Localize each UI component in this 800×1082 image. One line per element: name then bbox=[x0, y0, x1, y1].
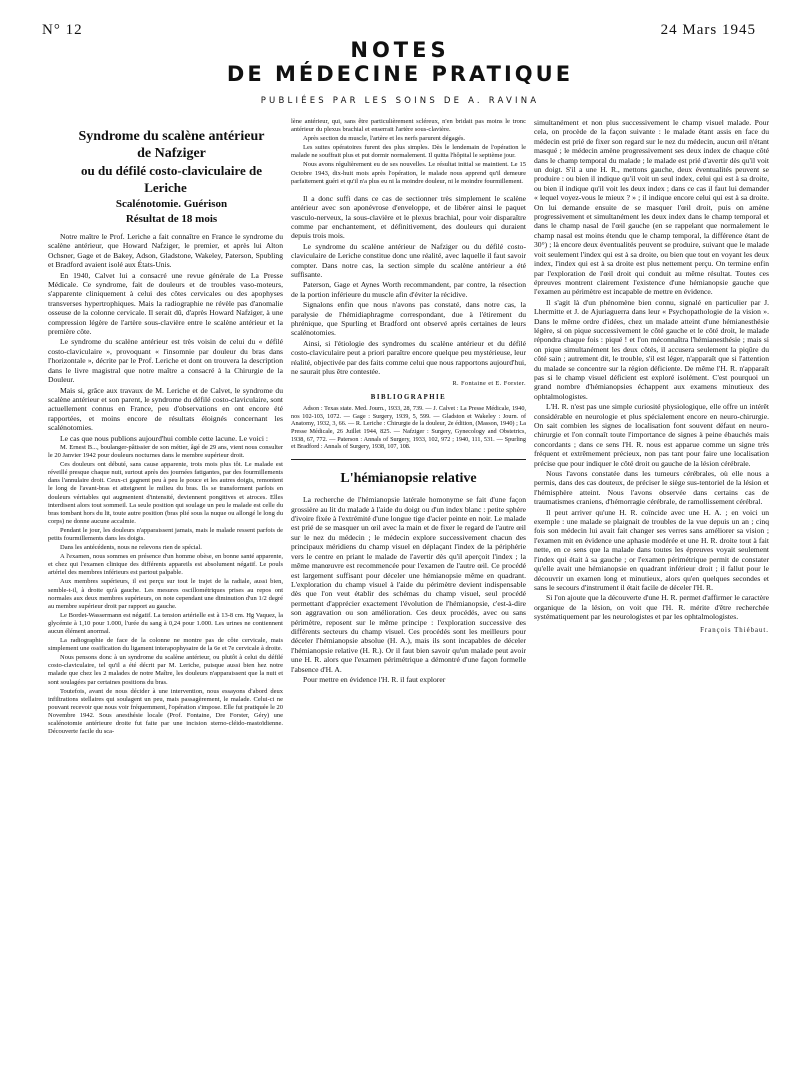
paragraph: Dans les antécédents, nous ne relevons rien de spécial. bbox=[60, 544, 202, 552]
paragraph: L'H. R. n'est pas une simple curiosité physiologique, elle offre un intérêt considérable en neurologie et plus spécialement encore en neuro-chirurgie. On sait combien les signes de localisation font souvent défaut en neuro-chirurgie et l'on connaît toute l'importance de signes à peine ébauchés mais concordants ; dans ce sens l'H. R. nous est apparue comme un signe très fréquent et extrêmement précieux, non pas tant pour faire une localisation précise que pour indiquer le côté droit ou gauche de la lésion cérébrale. bbox=[534, 402, 769, 468]
paragraph: Paterson, Gage et Aynes Worth recommandent, par contre, la résection de la portion inférieure du muscle afin d'éviter la récidive. bbox=[291, 280, 526, 299]
paragraph: Après section du muscle, l'artère et les nerfs parurent dégagés. bbox=[303, 135, 465, 143]
paragraph: Ainsi, si l'étiologie des syndromes du scalène antérieur et du défilé costo-claviculaire peut a priori paraître encore quelque peu mystérieuse, leur réalité, objectivée par des faits comme celui que nous rapportons aujourd'hui, ne saurait plus être contestée. bbox=[291, 338, 527, 377]
paragraph: Mais si, grâce aux travaux de M. Leriche et de Calvet, le syndrome du scalène antérieur et son parent, le syndrome du défilé costo-claviculaire, sont actuellement connus en France, peu d'observations en ont encore été rapportées, et moins encore de résultats éloignés concernant les scalénotomies. bbox=[48, 385, 283, 433]
paragraph: Le syndrome du scalène antérieur est très voisin de celui du « défilé costo-claviculaire », provoquant « l'insomnie par douleur du bras dans l'horizontale », décrite par le Prof. Leriche et dont on trouvera la description dans le livre magistral que notre maître a consacré à la Chirurgie de la Douleur. bbox=[48, 337, 283, 385]
article2-title: L'hémianopsie relative bbox=[340, 470, 477, 486]
paragraph: Toutefois, avant de nous décider à une intervention, nous essayons d'abord deux infiltrations stellaires qui soulagent un peu, mais passagèrement, le malade. Celui-ci ne pouvant recevoir que nous voir fréquemment, l'opération s'impose. Elle fut pratiquée le 20 Novembre 1942. Sous anesthésie locale (Prof. Fontaine, Dre Forster, Géry) une scalénotomie antérieure droite fut faite par une incision sterno-cléido-mastoïdienne. Découverte facile du sca- bbox=[48, 687, 283, 736]
paragraph: Nous l'avons constatée dans les tumeurs cérébrales, où elle nous a permis, dans des cas douteux, de préciser le siège sus-tentoriel de la lésion et l'hémisphère atteint. Nous l'avons observée dans certains cas de traumatismes craniens, d'hémorragie cérébrale, de ramollissement cérébral. bbox=[534, 469, 769, 507]
paragraph: simultanément et non plus successivement le champ visuel malade. Pour cela, on procède de la façon suivante : le malade étant assis en face du médecin est prié de fixer son regard sur le nez du médecin, aucun œil n'étant masqué ; le médecin amène progressivement ses deux index de chaque côté dans le champ temporal du malade ; le malade est prié d'avertir dès qu'il voit un doigt. S'il a une H. R., mettons gauche, deux éventualités peuvent se produire : ou bien il indique qu'il voit un seul index, celui qui est à sa droite, ou bien il indique qu'il voit les deux index ; dans ce cas il faut lui demander « lequel voyez-vous le mieux ? » ; il indique encore celui qui est à sa droite. On lui demande ensuite de se masquer l'œil droit, puis on amène progressivement et simultanément les deux index dans le champ temporal et dans le champ nasal de l'œil gauche (en se rappelant que normalement le champ nasal est moins étendu que le champ temporal, la différence étant de 30°) ; là encore deux éventualités peuvent se produire, suivant que le malade voit seulement l'index qui est à sa droite, ou bien que tout en voyant les deux index, l'index qui est à sa droite est plus nettement perçu. On termine enfin par l'exploration de l'œil droit qui conduit au même résultat. Toutes ces épreuves montrent clairement l'existence d'une hémianopsie gauche que l'examen au périmètre est incapable de mettre en évidence. bbox=[534, 118, 769, 297]
section-divider bbox=[291, 459, 526, 460]
article2-signature: François Thiébaut. bbox=[700, 626, 769, 634]
paragraph: Les suites opératoires furent des plus simples. Dès le lendemain de l'opération le malade ne souffrait plus et put dormir normalement. Il quitta l'hôpital le septième jour. bbox=[291, 144, 526, 160]
paragraph: Il a donc suffi dans ce cas de sectionner très simplement le scalène antérieur avec son aponévrose d'enveloppe, et de libérer ainsi le paquet vasculo-nerveux, la sous-clavière et le plexus brachial, pour voir disparaître comme par enchantement, et définitivement, des douleurs qui duraient depuis trois mois. bbox=[291, 193, 526, 241]
paragraph: Il peut arriver qu'une H. R. coïncide avec une H. A. ; en voici un exemple : une malade se plaignait de troubles de la vue depuis un an ; cinq fois son médecin lui avait fait changer ses verres sans améliorer sa vision ; l'examen mit en évidence une aphasie modérée et une H. R. droite tout à fait nette, en ce sens que la malade dans toutes les épreuves voyait seulement l'index qui était à sa gauche ; or l'examen périmétrique permit de constater qu'elle avait une hémianopsie en quadrant inférieur droit ; il fallut pour le découvrir un examen long et minutieux, alors qu'en quelques secondes et sans le secours d'instrument il était facile de déceler l'H. R. bbox=[534, 507, 769, 592]
column-2 bbox=[291, 118, 526, 685]
masthead bbox=[0, 38, 800, 106]
masthead-title-line2: DE MÉDECINE PRATIQUE bbox=[226, 62, 574, 86]
issue-number: N° 12 bbox=[42, 22, 83, 38]
paragraph: Si l'on ajoute que la découverte d'une H. R. permet d'affirmer le caractère organique de la lésion, on voit que l'H. R. mérite d'être recherchée systématiquement par les neurologistes et par les ophtalmologistes. bbox=[534, 593, 769, 622]
article1-title-line2: de Nafziger bbox=[137, 146, 206, 161]
column-1 bbox=[48, 118, 283, 737]
paragraph: Pendant le jour, les douleurs n'apparaissent jamais, mais le malade ressent parfois de petits fourmillements dans les doigts. bbox=[48, 526, 283, 542]
paragraph: Signalons enfin que nous n'avons pas constaté, dans notre cas, la paralysie de l'hémidiaphragme correspondant, due à l'étirement du phrénique, que Spurling et Bradford ont observé après certaines de leurs scalénotomies. bbox=[291, 300, 526, 338]
paragraph: Nous pensons donc à un syndrome du scalène antérieur, ou plutôt à celui du défilé costo-claviculaire, tel qu'il a été décrit par M. Leriche, puisque aussi bien hez notre malade que chez les 2 malades de notre Maître, les douleurs n'apparaissent que la nuit et sont soulagées par certaines positions du bras. bbox=[48, 654, 283, 686]
paragraph: Le syndrome du scalène antérieur de Nafziger ou du défilé costo-claviculaire de Leriche constitue donc une réalité, avec laquelle il faut savoir compter. Dans notre cas, la section simple du scalène antérieur a été suffisante. bbox=[291, 241, 526, 279]
paragraph: A l'examen, nous sommes en présence d'un homme obèse, en bonne santé apparente, et chez qui l'examen clinique des différents appareils est absolument négatif. Le pouls artériel des membres inférieurs est partout palpable. bbox=[48, 553, 283, 577]
paragraph: Pour mettre en évidence l'H. R. il faut explorer bbox=[303, 674, 446, 684]
paragraph: Le Bordet-Wassermann est négatif. La tension artérielle est à 13-8 cm. Hg Vaquez, la glycémie à 1,10 pour 1.000, l'urée du sang à 0,24 pour 1.000. Les urines ne contiennent aucun élément anormal. bbox=[48, 611, 283, 635]
paragraph: Aux membres supérieurs, il est perçu sur tout le trajet de la radiale, aussi bien, semble-t-il, à droite qu'à gauche. Les mesures oscillométriques prises au repos ont normales aux deux membres supérieurs, on note cependant une diminution d'un 1/2 degré au membre supérieur droit par rapport au gauche. bbox=[48, 578, 283, 610]
paragraph: Le cas que nous publions aujourd'hui comble cette lacune. Le voici : bbox=[60, 433, 269, 443]
paragraph: lène antérieur, qui, sans être particulièrement scléreux, n'en bridait pas moins le tronc antérieur du plexus brachial et enserrait l'artère sous-clavière. bbox=[291, 118, 526, 134]
article1-title-line3: ou du défilé costo-claviculaire de Leriche bbox=[80, 163, 263, 195]
paragraph: En 1940, Calvet lui a consacré une revue générale de La Presse Médicale. Ce syndrome, fait de douleurs et de troubles vaso-moteurs, s'apparente cliniquement à celui des côtes cervicales ou des apophyses transverses hypertrophiques. Mais la radiographie ne révèle pas d'anomalie osseuse de la colonne cervicale. Il serait dû, d'après Howard Nafziger, à une compression légère de l'artère sous-clavière entre le scalène antérieur et la première côte. bbox=[48, 270, 283, 337]
article1-authors: R. Fontaine et E. Forster. bbox=[452, 380, 526, 388]
issue-date: 24 Mars 1945 bbox=[660, 22, 756, 38]
masthead-title-line1: NOTES bbox=[350, 38, 450, 62]
article1-subtitle2: Résultat de 18 mois bbox=[125, 213, 218, 225]
paragraph: La radiographie de face de la colonne ne montre pas de côte cervicale, mais simplement une ossification du ligament interapophysaire de la 6e et 7e cervicale à droite. bbox=[48, 637, 283, 653]
article1-subtitle1: Scalénotomie. Guérison bbox=[115, 198, 228, 210]
bibliography-heading: BIBLIOGRAPHIE bbox=[370, 393, 447, 401]
article1-heading bbox=[48, 128, 283, 226]
paragraph: Notre maître le Prof. Leriche a fait connaître en France le syndrome du scalène antérieur, que Howard Nafziger, le premier, et après lui Alton Ochsner, Gage et de Bakey, Adson, Gladstone, Wakeley, Paterson, Spubling et Bradford avaient isolé aux États-Unis. bbox=[48, 232, 283, 270]
paragraph: Nous avons régulièrement eu de ses nouvelles. Le résultat initial se maintient. Le 15 Octobre 1943, dix-huit mois après l'opération, le malade nous apprend qu'il demeure parfaitement guéri et qu'il n'a plus eu ni la moindre douleur, ni le moindre fourmillement. bbox=[291, 161, 526, 185]
paragraph: Ces douleurs ont débuté, sans cause apparente, trois mois plus tôt. Le malade est réveillé presque chaque nuit, surtout après des journées fatigantes, par des fourmillements dans l'annulaire droit. Ceux-ci gagnent peu à peu le pouce et les autres doigts, remontent le long de l'avant-bras et atteignent le milieu du bras. Ils se transforment parfois en douleurs véritables qui augmentent d'intensité, deviennent pongitives et atroces. Elles interdisent alors tout sommeil. La seule position qui soulage un peu le malade est celle du bras tombant hors du lit, toute autre position (bras plié sous la nuque ou allongé le long du corps) ne donne aucune accalmie. bbox=[48, 461, 283, 525]
masthead-subtitle: PUBLIÉES PAR LES SOINS DE A. RAVINA bbox=[260, 96, 540, 106]
paragraph: M. Ernest B..., boulanger-pâtissier de son métier, âgé de 29 ans, vient nous consulter le 20 Janvier 1942 pour douleurs nocturnes dans le membre supérieur droit. bbox=[48, 443, 283, 460]
bibliography-text: Adson : Texas state. Med. Journ., 1933, 28, 739. — J. Calvet : La Presse Médicale, 1940, nos 102-103, 1072. — Gage : Surgery, 1939, 5, 599. — Gladston et Wakeley : Journ. of Anatomy, 1932, 3, 66. — R. Leriche : Chirurgie de la douleur, 2e édition, (Masson, 1940) ; La Presse Médicale, 26 Juillet 1944, 825. — Nafziger : Surgery, Gynecology and Obstetrics, 1938, 67, 772. — Paterson : Annals of Surgery, 1933, 102, 972 ; 1940, 111, 531. — Spurling et Bradford : Annals of Surgery, 1938, 107, 108. bbox=[291, 405, 526, 451]
article1-title-line1: Syndrome du scalène antérieur bbox=[78, 129, 265, 144]
paragraph: Il s'agit là d'un phénomène bien connu, signalé en particulier par J. Lhermitte et J. de Ajuriaguerra dans leur « Psychopathologie de la vision ». Dans le même ordre d'idées, chez un malade atteint d'une hémianesthésie légère, si on pique successivement le côté gauche et le côté droit, le malade répondra chaque fois : piqué ! et l'on méconnaîtra l'hémianesthésie ; mais si on pique simultanément les deux côtés, il accusera seulement la piqûre du côté sain ; autrement dit, le trouble, s'il est léger, n'apparaît que si l'attention du malade se concentre sur la région déficiente. De même l'H. R. n'apparaît pas si le champ visuel déficient est exploré isolément. C'est pourquoi un grand nombre d'hémianopsies échappent aux examens minutieux des ophtalmologistes. bbox=[534, 297, 769, 401]
paragraph: La recherche de l'hémianopsie latérale homonyme se fait d'une façon grossière au lit du malade à l'aide du doigt ou d'un index blanc : petite sphère d'ivoire fixée à l'extrémité d'une longue tige d'acier peinte en noir. Le malade est prié de se masquer un œil avec la main et de fixer le regard de l'autre œil sur le nez du médecin ; le médecin explore successivement chacun des principaux méridiens du champ visuel en déplaçant l'index de la périphérie vers le centre en priant le malade de l'avertir dès qu'il aperçoit l'index ; la même manœuvre est recommencée pour l'examen de l'autre œil. Ce procédé est largement suffisant pour déceler une hémianopsie même en quadrant. L'exploration du champ visuel à l'aide du périmètre devient indispensable dès que l'on veut établir des schémas du champ visuel, seul procédé permettant d'apprécier exactement l'évolution de l'hémianopsie, c'est-à-dire son aggravation ou son amélioration. Ces deux procédés, avec ou sans périmètre, reposent sur le même principe : l'exploration successive des différents secteurs du champ visuel. Ces procédés sont les meilleurs pour déceler l'hémianopsie absolue (H. A.), mais ils sont incapables de déceler l'hémianopsie relative (H. R.). Or il faut bien savoir qu'un malade peut avoir une H. R. alors que l'examen périmétrique a démontré d'une façon formelle l'absence d'H. A. bbox=[291, 495, 526, 674]
column-3 bbox=[534, 118, 769, 635]
